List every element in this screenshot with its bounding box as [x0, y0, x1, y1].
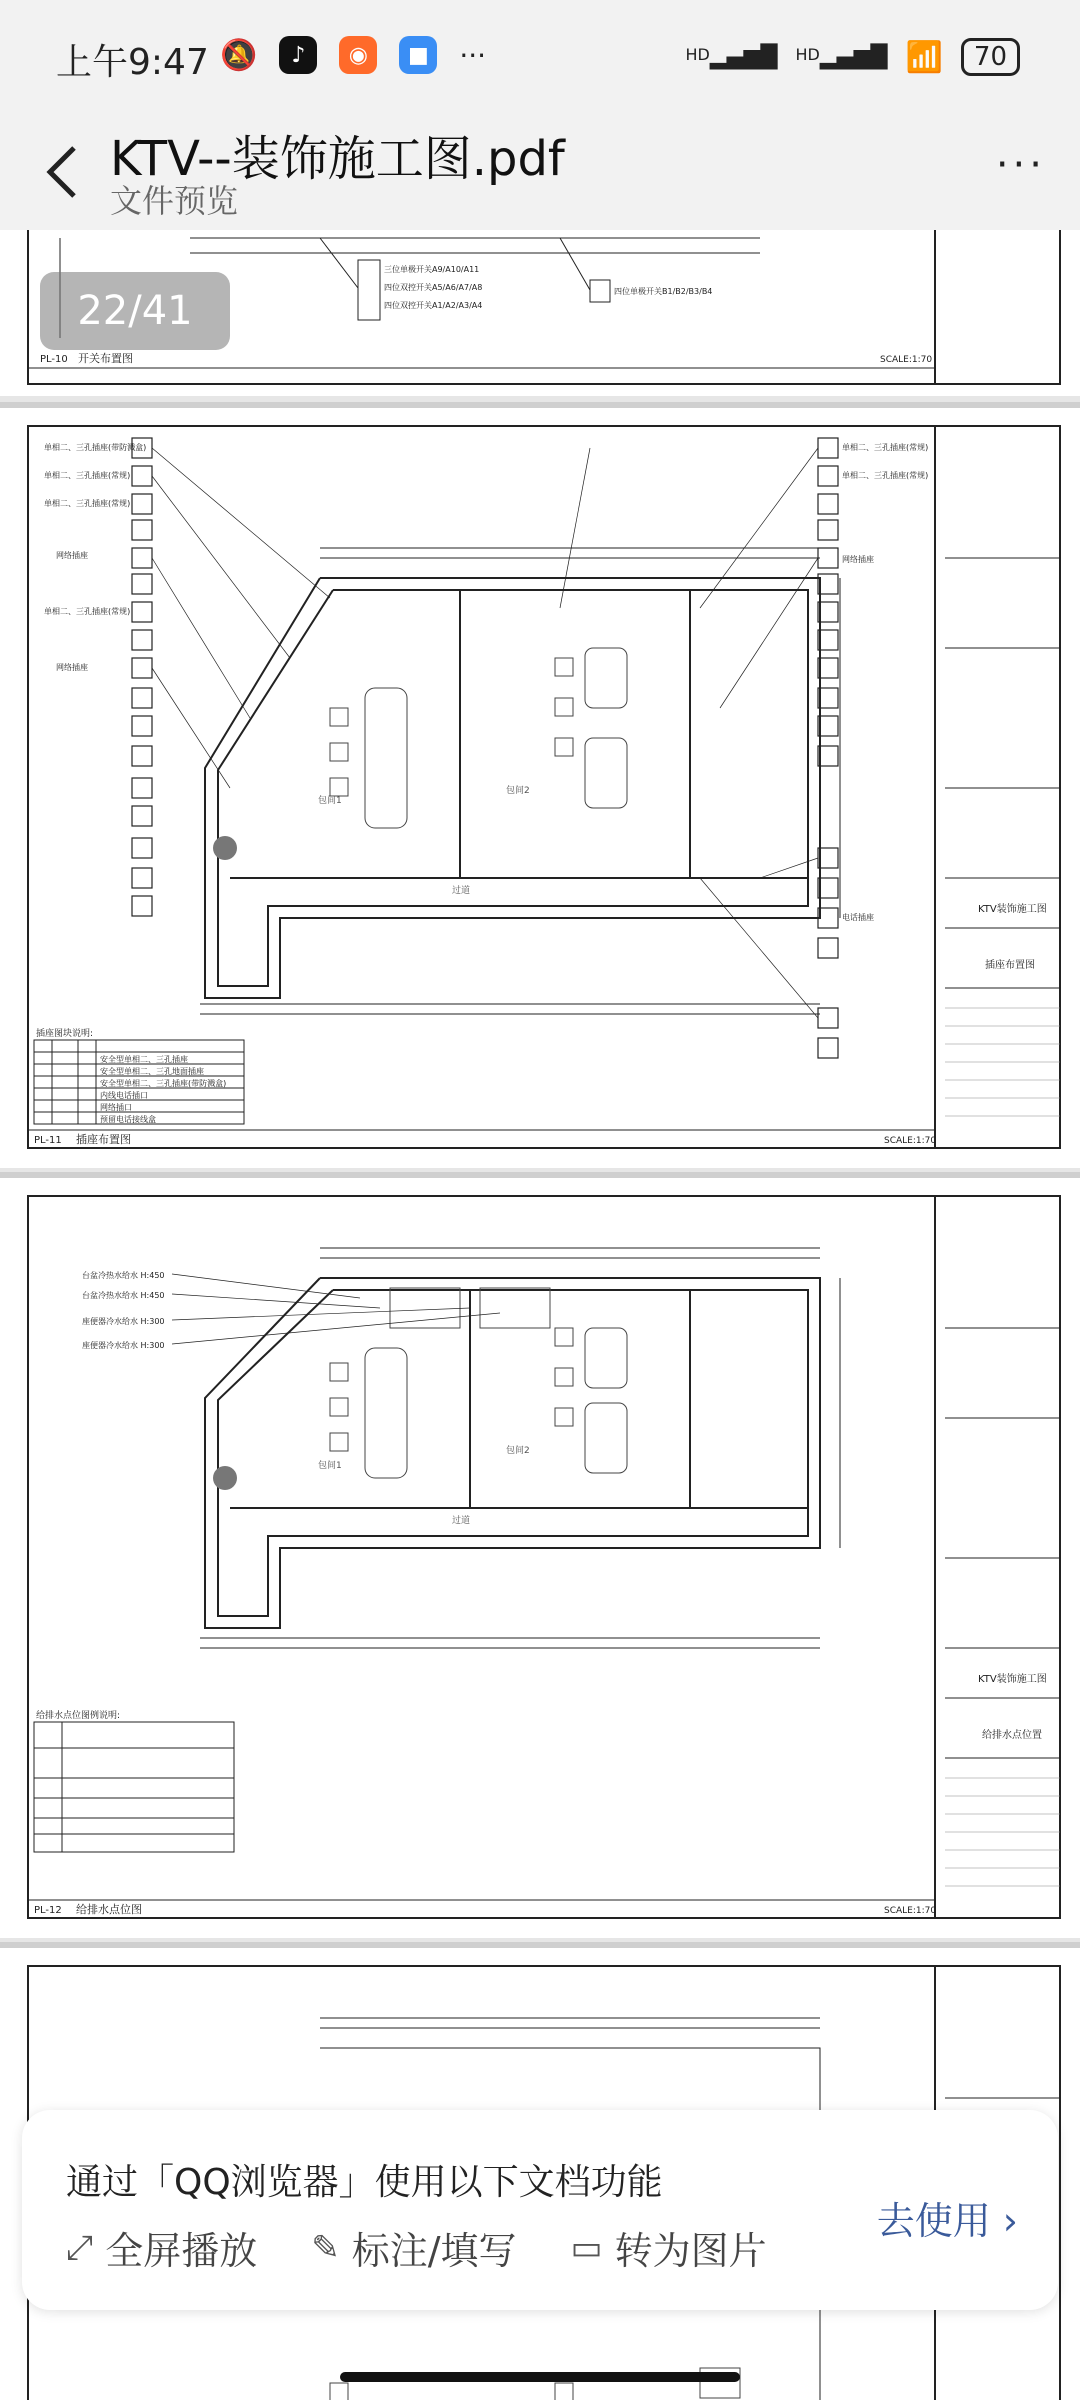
room-label-2: 包间2 — [506, 786, 530, 796]
room-label-1: 包间1 — [318, 796, 342, 806]
fullscreen-icon: ⤢ — [66, 2227, 94, 2268]
sheet-name: 给排水点位置 — [982, 1730, 1042, 1741]
legend-row-5: 网络插口 — [100, 1103, 132, 1112]
page-drawing — [0, 1178, 1080, 1938]
network-label: 网络插座 — [56, 551, 88, 560]
status-right — [685, 38, 1020, 76]
legend-row-4: 内线电话插口 — [100, 1091, 148, 1100]
pdf-viewer[interactable] — [0, 230, 1080, 2400]
edit-icon: ✎ — [311, 2227, 340, 2268]
page-code: PL-11 — [34, 1135, 62, 1146]
page-name: 给排水点位图 — [76, 1903, 142, 1916]
status-icons — [220, 36, 486, 74]
image-icon: ▭ — [570, 2227, 603, 2268]
network-label-right: 网络插座 — [842, 555, 874, 564]
document-title: KTV--装饰施工图.pdf — [110, 131, 565, 187]
page-name: 开关布置图 — [78, 352, 133, 365]
switch-label-4: 四位单极开关B1/B2/B3/B4 — [614, 287, 713, 296]
phone-label-right: 电话插座 — [842, 913, 874, 922]
water-label-2: 台盆冷热水给水 H:450 — [82, 1291, 165, 1300]
feature-label-fullscreen: 全屏播放 — [105, 2229, 258, 2273]
document-subtitle: 文件预览 — [110, 182, 239, 220]
socket-label-b2: 单相二、三孔插座(常规) — [44, 499, 131, 508]
switch-label-1: 三位单极开关A9/A10/A11 — [384, 265, 480, 274]
feature-label-annotate: 标注/填写 — [351, 2229, 517, 2273]
socket-label-right-1: 单相二、三孔插座(常规) — [842, 443, 929, 452]
wifi-icon: 📶 — [905, 39, 943, 75]
go-use-button[interactable]: 去使用 › — [876, 2199, 1018, 2243]
socket-label-b: 单相二、三孔插座(常规) — [44, 471, 131, 480]
project-name: KTV装饰施工图 — [978, 1674, 1047, 1685]
socket-label-a: 单相二、三孔插座(带防溅盒) — [44, 443, 147, 452]
annotate-fill-button[interactable] — [311, 2220, 516, 2275]
page-scale: SCALE:1:70 — [884, 1906, 937, 1916]
socket-label-b3: 单相二、三孔插座(常规) — [44, 607, 131, 616]
mute-bell-icon: 🔕 — [220, 37, 258, 73]
water-label-1: 台盆冷热水给水 H:450 — [82, 1271, 165, 1280]
project-name: KTV装饰施工图 — [978, 904, 1047, 915]
banner-text: 通过「QQ浏览器」使用以下文档功能 — [66, 2162, 663, 2203]
back-button[interactable] — [32, 132, 92, 212]
page-drawing — [0, 408, 1080, 1168]
signal-label-1: HD — [685, 44, 710, 64]
corridor-label: 过道 — [452, 1516, 471, 1526]
socket-label-right-2: 单相二、三孔插座(常规) — [842, 471, 929, 480]
more-options-button[interactable]: ··· — [995, 142, 1046, 188]
water-label-4: 座便器冷水给水 H:300 — [82, 1341, 165, 1350]
more-notifications: ··· — [459, 38, 487, 72]
switch-label-3: 四位双控开关A1/A2/A3/A4 — [384, 301, 483, 310]
battery-indicator: 70 — [961, 38, 1020, 76]
fullscreen-play-button[interactable] — [66, 2220, 257, 2275]
legend-title: 插座图块说明: — [36, 1029, 94, 1039]
water-label-3: 座便器冷水给水 H:300 — [82, 1317, 165, 1326]
top-bar — [0, 120, 1080, 230]
signal-icon-2: $^{HD}$▂▄▆█ — [795, 44, 888, 70]
chat-app-icon: ■ — [399, 36, 437, 74]
pdf-page-socket-layout — [0, 402, 1080, 1168]
tiktok-icon: ♪ — [279, 36, 317, 74]
signal-icon-1: $^{HD}$▂▄▆█ — [685, 44, 778, 70]
signal-label-2: HD — [795, 44, 820, 64]
qq-browser-banner — [22, 2110, 1058, 2310]
legend-row-1: 安全型单相二、三孔插座 — [100, 1055, 188, 1064]
switch-label-2: 四位双控开关A5/A6/A7/A8 — [384, 283, 483, 292]
page-name: 插座布置图 — [76, 1133, 131, 1146]
legend-row-6: 预留电话接线盒 — [100, 1115, 156, 1124]
chevron-left-icon — [44, 144, 80, 200]
legend-title: 给排水点位图例说明: — [36, 1711, 121, 1721]
page-scale: SCALE:1:70 — [884, 1136, 937, 1146]
legend-row-2: 安全型单相二、三孔地面插座 — [100, 1067, 204, 1076]
page-code: PL-12 — [34, 1905, 62, 1916]
home-indicator[interactable] — [340, 2372, 740, 2382]
banner-features — [66, 2220, 767, 2275]
feature-label-image: 转为图片 — [614, 2229, 767, 2273]
status-bar — [0, 0, 1080, 120]
corridor-label: 过道 — [452, 886, 471, 896]
page-code: PL-10 — [40, 354, 68, 365]
legend-row-3: 安全型单相二、三孔插座(带防溅盒) — [100, 1079, 227, 1088]
network-label-2: 网络插座 — [56, 663, 88, 672]
page-scale: SCALE:1:70 — [880, 355, 933, 365]
pdf-page-water-layout — [0, 1172, 1080, 1938]
convert-to-image-button[interactable] — [571, 2220, 767, 2275]
status-time: 上午9:47 — [56, 42, 209, 83]
room-label-2: 包间2 — [506, 1446, 530, 1456]
sheet-name: 插座布置图 — [985, 960, 1035, 971]
room-label-1: 包间1 — [318, 1461, 342, 1471]
kuaishou-icon: ◉ — [339, 36, 377, 74]
page-counter: 22/41 — [40, 272, 230, 350]
